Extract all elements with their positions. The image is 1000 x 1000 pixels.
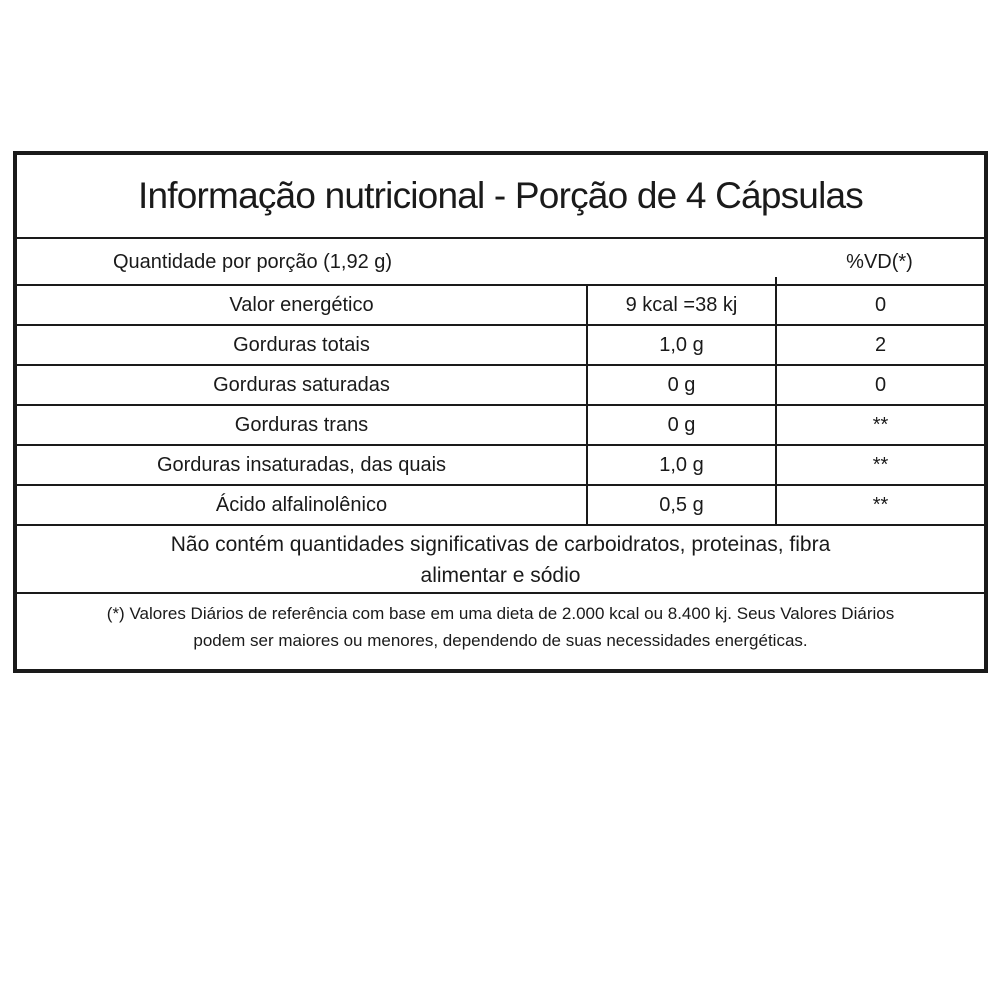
row-divider (17, 592, 984, 594)
nutrient-name: Gorduras insaturadas, das quais (156, 453, 447, 476)
daily-values-footnote (17, 600, 984, 654)
note-line: Não contém quantidades significativas de carboidratos, proteinas, fibra (170, 533, 831, 556)
nutrition-facts-table (13, 151, 988, 673)
nutrient-name: Ácido alfalinolênico (215, 493, 388, 516)
footnote-line: podem ser maiores ou menores, dependendo de suas necessidades energéticas. (193, 631, 808, 650)
daily-value-header: %VD(*) (846, 250, 913, 273)
nutrient-dv: ** (872, 453, 889, 476)
nutrient-amount: 0 g (667, 413, 696, 436)
nutrient-name: Gorduras saturadas (213, 373, 390, 396)
nutrient-amount: 1,0 g (659, 453, 704, 476)
nutrient-dv: ** (872, 493, 889, 516)
row-divider (17, 524, 984, 526)
nutrient-dv: 2 (874, 333, 887, 356)
nutrient-amount: 0,5 g (659, 493, 704, 516)
nutrient-dv: 0 (874, 293, 887, 316)
nutrient-amount: 1,0 g (659, 333, 704, 356)
note-line: alimentar e sódio (420, 564, 581, 587)
nutrient-amount: 0 g (667, 373, 696, 396)
nutrient-dv: 0 (874, 373, 887, 396)
nutrient-dv: ** (872, 413, 889, 436)
serving-size-label: Quantidade por porção (1,92 g) (113, 250, 393, 273)
table-title: Informação nutricional - Porção de 4 Cápsulas (17, 155, 984, 239)
nutrient-amount: 9 kcal =38 kj (625, 293, 738, 316)
footnote-line: (*) Valores Diários de referência com base em uma dieta de 2.000 kcal ou 8.400 kj. Seus Valores Diários (106, 604, 895, 623)
nutrients-note (17, 529, 984, 591)
nutrient-name: Gorduras totais (233, 333, 370, 356)
nutrient-name: Gorduras trans (234, 413, 369, 436)
nutrient-name: Valor energético (229, 293, 374, 316)
